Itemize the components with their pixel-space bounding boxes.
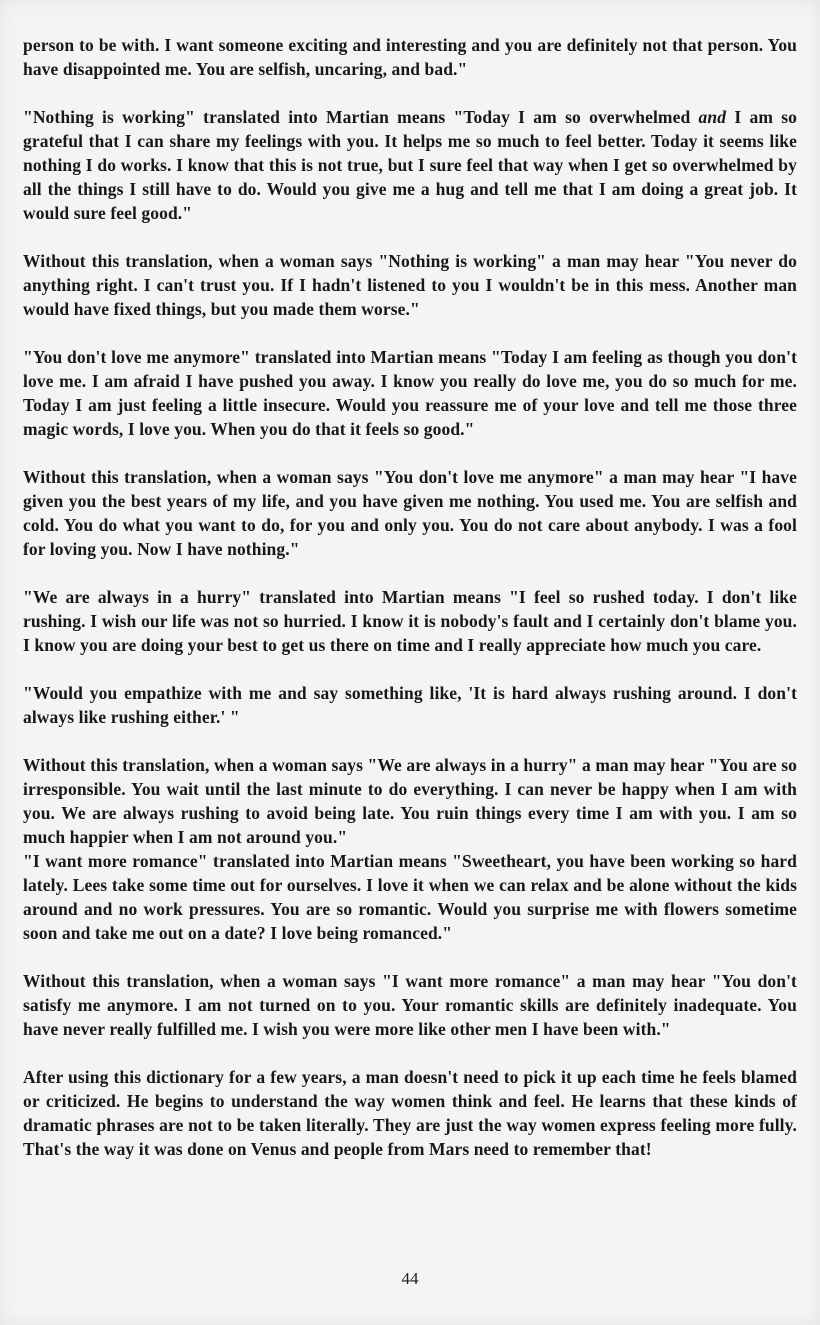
text-run: After using this dictionary for a few years, a man doesn't need to pick it up each time he feels blamed or criticized. He begins to understand the way women think and feel. He learns that these kinds of dramatic phrases are not to be taken literally. They are just the way women express feeling more fully. That's the way it was done on Venus and people from Mars need to remember that! [23,1067,797,1159]
paragraph [23,585,797,657]
italic-text-run: and [698,107,727,127]
paragraph [23,465,797,561]
paragraph [23,753,797,849]
paragraph [23,33,797,81]
text-run: "We are always in a hurry" translated into Martian means "I feel so rushed today. I don't like rushing. I wish our life was not so hurried. I know it is nobody's fault and I certainly don't blame you. I know you are doing your best to get us there on time and I really appreciate how much you care. [23,587,797,655]
paragraph [23,849,797,945]
text-run: Without this translation, when a woman says "I want more romance" a man may hear "You don't satisfy me anymore. I am not turned on to you. Your romantic skills are definitely inadequate. You have never really fulfilled me. I wish you were more like other men I have been with." [23,971,797,1039]
text-run: "Would you empathize with me and say something like, 'It is hard always rushing around. I don't always like rushing either.' " [23,683,797,727]
paragraph [23,969,797,1041]
paragraph [23,681,797,729]
text-run: Without this translation, when a woman says "Nothing is working" a man may hear "You never do anything right. I can't trust you. If I hadn't listened to you I wouldn't be in this mess. Another man would have fixed things, but you made them worse." [23,251,797,319]
paragraph [23,345,797,441]
text-run: "Nothing is working" translated into Martian means "Today I am so overwhelmed [23,107,699,127]
paragraph [23,249,797,321]
paragraph [23,105,797,225]
text-run: Without this translation, when a woman says "You don't love me anymore" a man may hear "I have given you the best years of my life, and you have given me nothing. You used me. You are selfish and cold. You do what you want to do, for you and only you. You do not care about anybody. I was a fool for loving you. Now I have nothing." [23,467,797,559]
text-run: person to be with. I want someone exciting and interesting and you are definitely not that person. You have disappointed me. You are selfish, uncaring, and bad." [23,35,797,79]
text-run: "You don't love me anymore" translated into Martian means "Today I am feeling as though you don't love me. I am afraid I have pushed you away. I know you really do love me, you do so much for me. Today I am just feeling a little insecure. Would you reassure me of your love and tell me those three magic words, I love you. When you do that it feels so good." [23,347,797,439]
page-number: 44 [401,1269,419,1288]
text-run: I am so grateful that I can share my feelings with you. It helps me so much to feel better. Today it seems like nothing I do works. I know that this is not true, but I sure feel that way when I get so overwhelmed by all the things I still have to do. Would you give me a hug and tell me that I am doing a great job. It would sure feel good." [23,107,797,223]
text-run: Without this translation, when a woman says "We are always in a hurry" a man may hear "You are so irresponsible. You wait until the last minute to do everything. I can never be happy when I am with you. We are always rushing to avoid being late. You ruin things every time I am with you. I am so much happier when I am not around you." [23,755,797,847]
paragraph [23,1065,797,1161]
document-body [23,33,797,1185]
text-run: "I want more romance" translated into Martian means "Sweetheart, you have been working so hard lately. Lees take some time out for ourselves. I love it when we can relax and be alone without the kids around and no work pressures. You are so romantic. Would you surprise me with flowers sometime soon and take me out on a date? I love being romanced." [23,851,797,943]
